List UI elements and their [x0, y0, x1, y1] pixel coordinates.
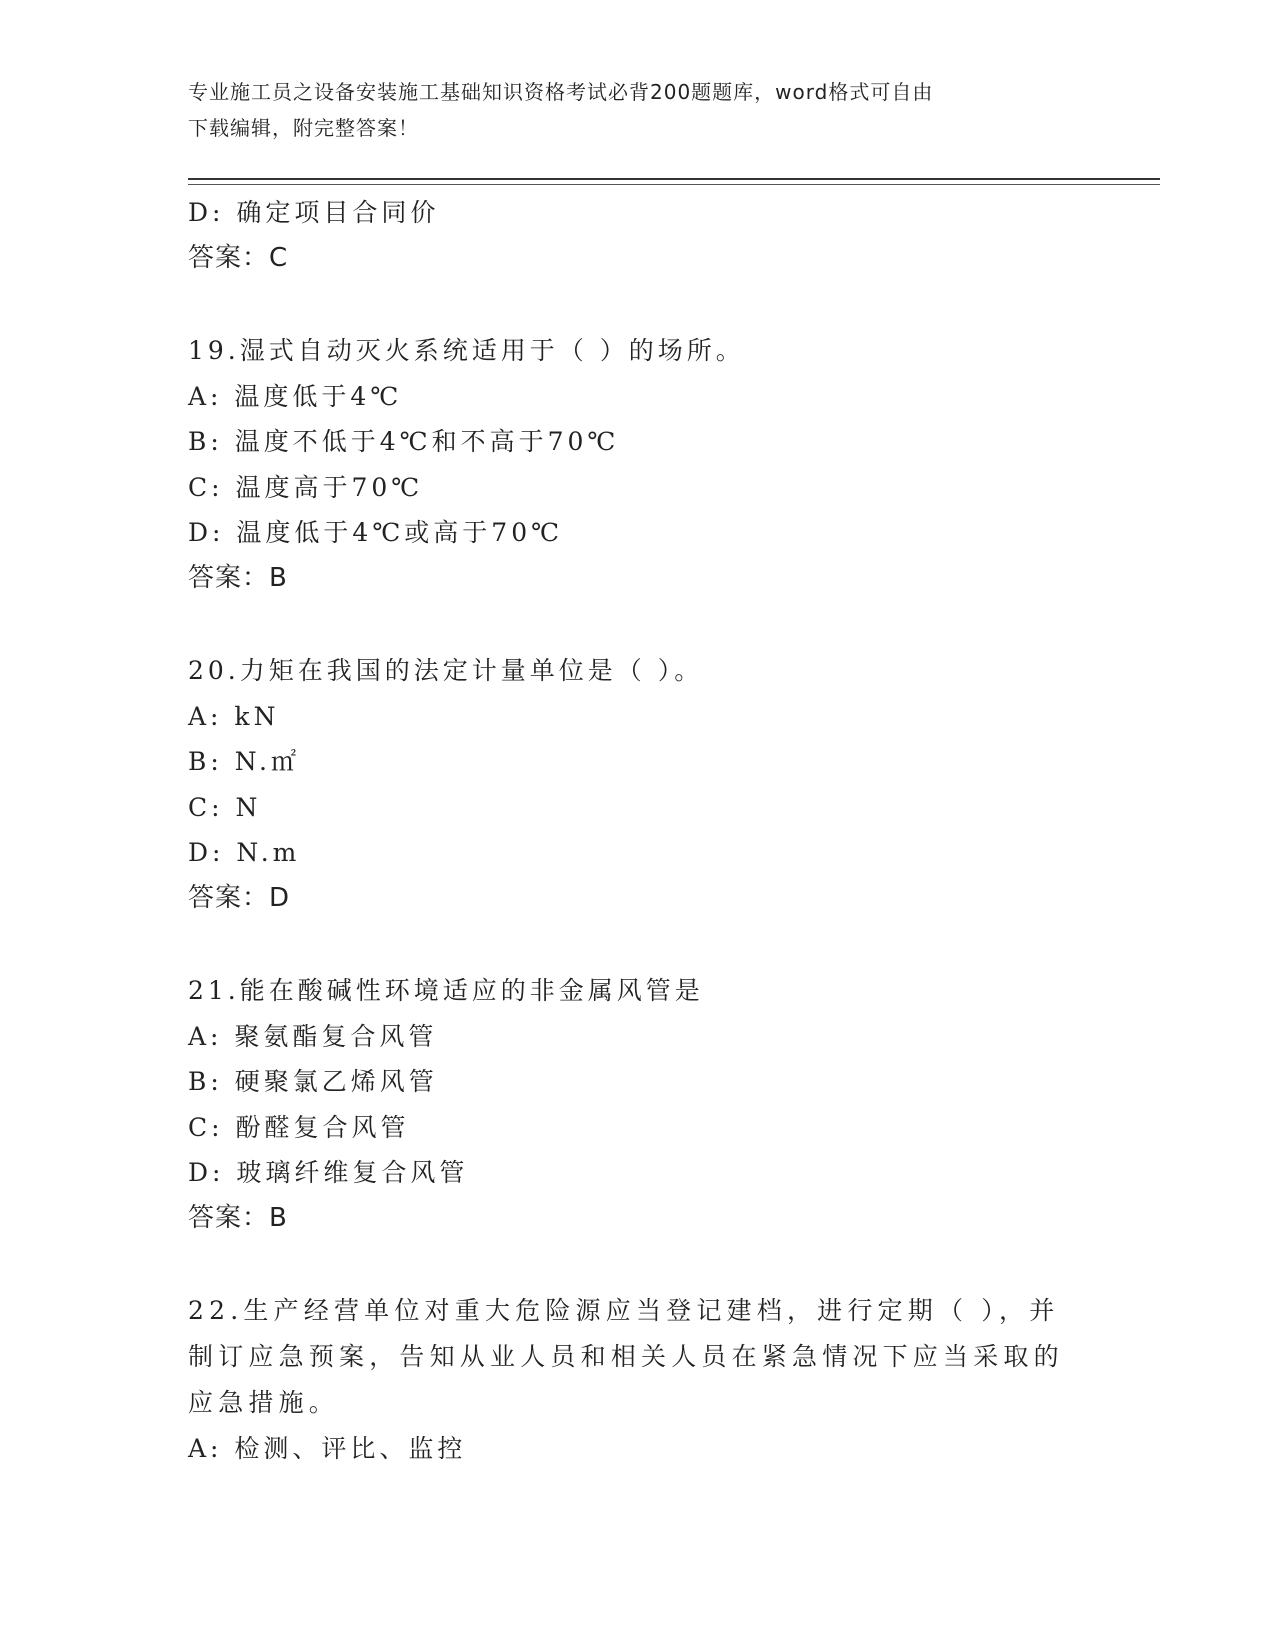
- question-stem: 20.力矩在我国的法定计量单位是（ ）。: [188, 656, 704, 685]
- question-22: [188, 1288, 1078, 1472]
- question-21: [188, 968, 1078, 1241]
- answer: 答案：B: [188, 562, 288, 593]
- header-rule-thin: [188, 184, 1160, 185]
- option-a: A: kN: [188, 701, 280, 731]
- option-a: A: 聚氨酯复合风管: [188, 1021, 438, 1051]
- question-19: [188, 328, 1078, 601]
- option-c: C: 温度高于70℃: [188, 472, 424, 502]
- document-header: 专业施工员之设备安装施工基础知识资格考试必背200题题库，word格式可自由 下载编辑，附完整答案！: [188, 80, 934, 140]
- spacer: [188, 1241, 1078, 1288]
- option-a: A: 温度低于4℃: [188, 381, 403, 411]
- question-stem: 19.湿式自动灭火系统适用于（ ）的场所。: [188, 336, 745, 365]
- option-a: A: 检测、评比、监控: [188, 1434, 467, 1463]
- prev-question-answer: 答案：C: [188, 242, 289, 273]
- spacer: [188, 921, 1078, 968]
- header-rule-thick: [188, 178, 1160, 180]
- option-d: D: N.m: [188, 838, 301, 867]
- question-stem: 21.能在酸碱性环境适应的非金属风管是: [188, 976, 704, 1005]
- question-content: [188, 190, 1078, 1472]
- spacer: [188, 281, 1078, 328]
- option-b: B: N.㎡: [188, 747, 300, 776]
- option-b: B: 硬聚氯乙烯风管: [188, 1067, 438, 1096]
- question-stem: 22.生产经营单位对重大危险源应当登记建档，进行定期（ ），并制订应急预案，告知从业人员和相关人员在紧急情况下应当采取的应急措施。: [188, 1296, 1064, 1417]
- answer: 答案：B: [188, 1202, 288, 1233]
- prev-question-option-d: D: 确定项目合同价: [188, 198, 440, 227]
- spacer: [188, 601, 1078, 648]
- option-c: C: N: [188, 792, 262, 822]
- option-d: D: 温度低于4℃或高于70℃: [188, 518, 564, 547]
- question-20: [188, 648, 1078, 921]
- option-b: B: 温度不低于4℃和不高于70℃: [188, 427, 620, 456]
- option-c: C: 酚醛复合风管: [188, 1112, 410, 1142]
- option-d: D: 玻璃纤维复合风管: [188, 1158, 469, 1187]
- answer: 答案：D: [188, 882, 291, 913]
